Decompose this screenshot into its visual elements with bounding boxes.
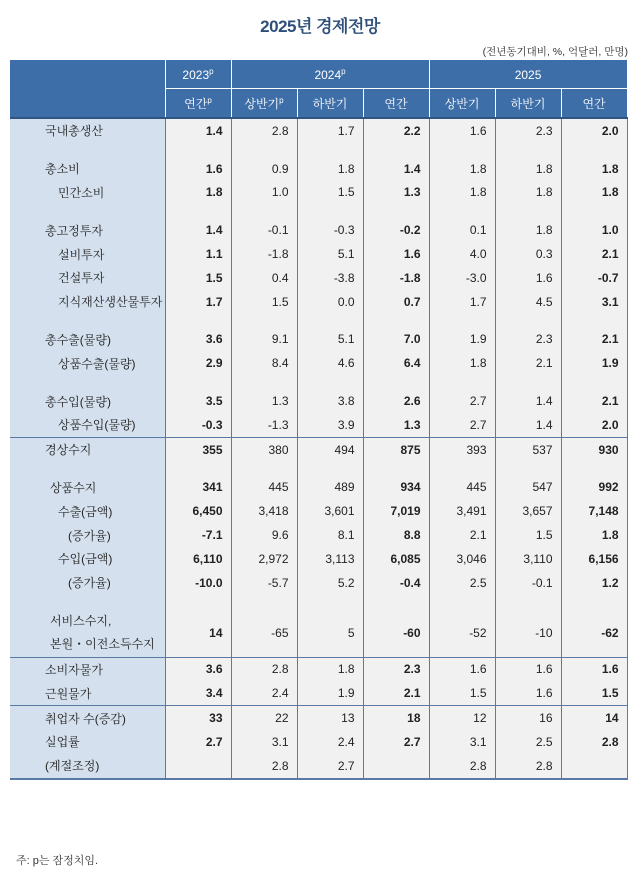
value-cell: 547 — [495, 476, 561, 500]
table-row — [10, 157, 627, 181]
value-cell — [165, 754, 231, 779]
value-cell: 3,113 — [297, 547, 363, 571]
row-label: (증가율) — [10, 523, 165, 547]
value-cell: 2.7 — [429, 389, 495, 413]
value-cell: 2.1 — [495, 351, 561, 375]
value-cell: -1.8 — [231, 242, 297, 266]
value-cell: 1.8 — [429, 181, 495, 205]
header-year-2024: 2024$^p$ — [231, 60, 429, 89]
value-cell: 1.3 — [231, 389, 297, 413]
value-cell: 355 — [165, 437, 231, 461]
row-label: (계절조정) — [10, 754, 165, 779]
value-cell: 0.0 — [297, 290, 363, 314]
value-cell: 1.6 — [561, 657, 627, 681]
value-cell: 1.5 — [297, 181, 363, 205]
value-cell: 1.7 — [297, 118, 363, 143]
table-row — [10, 351, 627, 375]
table-row — [10, 389, 627, 413]
value-cell: 3,601 — [297, 499, 363, 523]
value-cell: 1.9 — [561, 351, 627, 375]
value-cell: -0.2 — [363, 218, 429, 242]
table-row — [10, 681, 627, 705]
value-cell: 2.7 — [297, 754, 363, 779]
value-cell: 1.5 — [495, 523, 561, 547]
value-cell: -60 — [363, 609, 429, 658]
value-cell: 2.0 — [561, 413, 627, 437]
value-cell: 33 — [165, 706, 231, 730]
value-cell: 18 — [363, 706, 429, 730]
spacer-row — [10, 314, 627, 328]
value-cell: 2.5 — [429, 571, 495, 595]
value-cell: 1.4 — [495, 389, 561, 413]
row-label: 건설투자 — [10, 266, 165, 290]
row-label-line1: 서비스수지, — [50, 613, 112, 628]
value-cell: 7,148 — [561, 499, 627, 523]
header-period: 연간$^p$ — [165, 89, 231, 119]
table-row — [10, 181, 627, 205]
value-cell: 1.1 — [165, 242, 231, 266]
value-cell: 1.8 — [297, 657, 363, 681]
value-cell: 1.5 — [231, 290, 297, 314]
value-cell: 2.8 — [231, 657, 297, 681]
value-cell: 1.6 — [429, 657, 495, 681]
value-cell: 489 — [297, 476, 363, 500]
value-cell: -0.1 — [231, 218, 297, 242]
value-cell: 3.6 — [165, 657, 231, 681]
value-cell: 2.9 — [165, 351, 231, 375]
value-cell: 2.4 — [297, 730, 363, 754]
value-cell: 445 — [231, 476, 297, 500]
header-period: 상반기$^p$ — [231, 89, 297, 119]
value-cell: 1.6 — [165, 157, 231, 181]
value-cell: 494 — [297, 437, 363, 461]
value-cell: 5.2 — [297, 571, 363, 595]
economic-outlook-table — [10, 60, 628, 780]
value-cell: 3.8 — [297, 389, 363, 413]
value-cell: 2.3 — [495, 328, 561, 352]
value-cell: 1.9 — [429, 328, 495, 352]
value-cell: 3,046 — [429, 547, 495, 571]
value-cell: 0.4 — [231, 266, 297, 290]
value-cell: 1.8 — [429, 351, 495, 375]
value-cell: -65 — [231, 609, 297, 658]
row-label: 설비투자 — [10, 242, 165, 266]
value-cell: -5.7 — [231, 571, 297, 595]
value-cell: 4.5 — [495, 290, 561, 314]
value-cell: -62 — [561, 609, 627, 658]
value-cell: 3.1 — [561, 290, 627, 314]
value-cell: 1.8 — [297, 157, 363, 181]
value-cell: 2.5 — [495, 730, 561, 754]
value-cell: 2.4 — [231, 681, 297, 705]
row-label: 국내총생산 — [10, 118, 165, 143]
value-cell: 1.4 — [495, 413, 561, 437]
table-row — [10, 328, 627, 352]
value-cell: 445 — [429, 476, 495, 500]
value-cell: 6,156 — [561, 547, 627, 571]
value-cell: 2.8 — [231, 118, 297, 143]
spacer-row — [10, 595, 627, 609]
value-cell: 5.1 — [297, 242, 363, 266]
table-row — [10, 437, 627, 461]
value-cell: 992 — [561, 476, 627, 500]
table-row — [10, 413, 627, 437]
value-cell: 2.7 — [165, 730, 231, 754]
value-cell: 2.6 — [363, 389, 429, 413]
header-year-2023: 2023$^p$ — [165, 60, 231, 89]
value-cell: 1.8 — [165, 181, 231, 205]
value-cell: 1.8 — [429, 157, 495, 181]
value-cell: 1.4 — [165, 118, 231, 143]
value-cell: 6,450 — [165, 499, 231, 523]
value-cell: 1.8 — [495, 157, 561, 181]
value-cell: 341 — [165, 476, 231, 500]
value-cell: 0.3 — [495, 242, 561, 266]
value-cell: 1.7 — [165, 290, 231, 314]
value-cell: 2.8 — [495, 754, 561, 779]
value-cell: -10 — [495, 609, 561, 658]
spacer-row — [10, 204, 627, 218]
row-label: 상품수입(물량) — [10, 413, 165, 437]
value-cell: 8.8 — [363, 523, 429, 547]
value-cell: 3,418 — [231, 499, 297, 523]
value-cell: 1.5 — [165, 266, 231, 290]
value-cell: -0.3 — [297, 218, 363, 242]
value-cell: 2.8 — [561, 730, 627, 754]
table-row — [10, 730, 627, 754]
value-cell: 9.1 — [231, 328, 297, 352]
value-cell: 3.1 — [429, 730, 495, 754]
table-row — [10, 609, 627, 658]
value-cell: 3.9 — [297, 413, 363, 437]
value-cell: 0.9 — [231, 157, 297, 181]
row-label: 경상수지 — [10, 437, 165, 461]
row-label: 총소비 — [10, 157, 165, 181]
value-cell: 4.6 — [297, 351, 363, 375]
value-cell: 1.8 — [561, 523, 627, 547]
value-cell: -1.8 — [363, 266, 429, 290]
table-row — [10, 266, 627, 290]
table-row — [10, 754, 627, 779]
page-title: 2025년 경제전망 — [260, 17, 380, 36]
value-cell: 2.3 — [363, 657, 429, 681]
value-cell: 1.7 — [429, 290, 495, 314]
value-cell: 6.4 — [363, 351, 429, 375]
row-label: 민간소비 — [10, 181, 165, 205]
value-cell: -0.7 — [561, 266, 627, 290]
value-cell: 2.3 — [495, 118, 561, 143]
table-row — [10, 290, 627, 314]
value-cell: 393 — [429, 437, 495, 461]
table-row — [10, 523, 627, 547]
value-cell: 875 — [363, 437, 429, 461]
row-label: 상품수지 — [10, 476, 165, 500]
value-cell: -52 — [429, 609, 495, 658]
header-period: 하반기 — [495, 89, 561, 119]
row-label — [10, 609, 165, 658]
table-row — [10, 242, 627, 266]
value-cell: 930 — [561, 437, 627, 461]
header-period: 연간 — [561, 89, 627, 119]
value-cell: 380 — [231, 437, 297, 461]
table-row — [10, 118, 627, 143]
value-cell: 0.1 — [429, 218, 495, 242]
value-cell: 2.8 — [231, 754, 297, 779]
value-cell: 1.6 — [495, 266, 561, 290]
value-cell: 7,019 — [363, 499, 429, 523]
value-cell: 3.1 — [231, 730, 297, 754]
value-cell: 2.1 — [429, 523, 495, 547]
value-cell: 7.0 — [363, 328, 429, 352]
value-cell: 6,110 — [165, 547, 231, 571]
value-cell: 1.3 — [363, 181, 429, 205]
row-label: 근원물가 — [10, 681, 165, 705]
value-cell: 22 — [231, 706, 297, 730]
value-cell: 0.7 — [363, 290, 429, 314]
header-period: 하반기 — [297, 89, 363, 119]
value-cell: -0.4 — [363, 571, 429, 595]
value-cell: 8.4 — [231, 351, 297, 375]
value-cell: 1.6 — [363, 242, 429, 266]
table-row — [10, 657, 627, 681]
value-cell: 1.8 — [561, 181, 627, 205]
value-cell: 1.6 — [495, 657, 561, 681]
value-cell: 3.5 — [165, 389, 231, 413]
value-cell: 1.0 — [561, 218, 627, 242]
value-cell: 2.1 — [561, 389, 627, 413]
value-cell: -7.1 — [165, 523, 231, 547]
value-cell: 2.1 — [363, 681, 429, 705]
value-cell: 2.7 — [363, 730, 429, 754]
row-label: 취업자 수(증감) — [10, 706, 165, 730]
value-cell: 1.8 — [561, 157, 627, 181]
table-row — [10, 571, 627, 595]
value-cell: 3,110 — [495, 547, 561, 571]
value-cell: 2.7 — [429, 413, 495, 437]
row-label: 소비자물가 — [10, 657, 165, 681]
row-label: 총고정투자 — [10, 218, 165, 242]
value-cell: 1.8 — [495, 181, 561, 205]
table-row — [10, 218, 627, 242]
value-cell: -3.8 — [297, 266, 363, 290]
value-cell: 2.1 — [561, 242, 627, 266]
value-cell: 3,657 — [495, 499, 561, 523]
value-cell: 6,085 — [363, 547, 429, 571]
value-cell: 1.6 — [429, 118, 495, 143]
value-cell: 1.4 — [363, 157, 429, 181]
row-label: 총수출(물량) — [10, 328, 165, 352]
value-cell: 4.0 — [429, 242, 495, 266]
value-cell: 2.2 — [363, 118, 429, 143]
row-label: 총수입(물량) — [10, 389, 165, 413]
value-cell: 934 — [363, 476, 429, 500]
value-cell: 1.6 — [495, 681, 561, 705]
table-row — [10, 499, 627, 523]
header-year-2025: 2025 — [429, 60, 627, 89]
value-cell: 1.3 — [363, 413, 429, 437]
value-cell — [363, 754, 429, 779]
value-cell: 2.1 — [561, 328, 627, 352]
value-cell: 1.0 — [231, 181, 297, 205]
value-cell: 2,972 — [231, 547, 297, 571]
spacer-row — [10, 462, 627, 476]
value-cell: 3.4 — [165, 681, 231, 705]
header-row-years — [10, 60, 627, 89]
header-period: 상반기 — [429, 89, 495, 119]
value-cell: 8.1 — [297, 523, 363, 547]
spacer-row — [10, 143, 627, 157]
value-cell: 14 — [561, 706, 627, 730]
value-cell: 3,491 — [429, 499, 495, 523]
value-cell: -0.1 — [495, 571, 561, 595]
value-cell: 2.8 — [429, 754, 495, 779]
value-cell: -3.0 — [429, 266, 495, 290]
row-label: 수입(금액) — [10, 547, 165, 571]
value-cell: 1.9 — [297, 681, 363, 705]
table-row — [10, 476, 627, 500]
footnote: 주: p는 잠정치임. — [16, 855, 99, 867]
row-label: 상품수출(물량) — [10, 351, 165, 375]
value-cell: 16 — [495, 706, 561, 730]
value-cell: 5 — [297, 609, 363, 658]
value-cell: 2.0 — [561, 118, 627, 143]
row-label: 수출(금액) — [10, 499, 165, 523]
value-cell: 1.5 — [561, 681, 627, 705]
row-label: 실업률 — [10, 730, 165, 754]
value-cell: 13 — [297, 706, 363, 730]
value-cell: 3.6 — [165, 328, 231, 352]
row-label: (증가율) — [10, 571, 165, 595]
table-row — [10, 706, 627, 730]
row-label: 지식재산생산물투자 — [10, 290, 165, 314]
value-cell: -10.0 — [165, 571, 231, 595]
header-period: 연간 — [363, 89, 429, 119]
unit-note: (전년동기대비, %, 억달러, 만명) — [482, 46, 628, 58]
value-cell: 9.6 — [231, 523, 297, 547]
value-cell: -1.3 — [231, 413, 297, 437]
value-cell: 5.1 — [297, 328, 363, 352]
value-cell: 537 — [495, 437, 561, 461]
header-corner — [10, 60, 165, 118]
table-row — [10, 547, 627, 571]
value-cell: 12 — [429, 706, 495, 730]
value-cell: 1.4 — [165, 218, 231, 242]
row-label-line2: 본원・이전소득수지 — [50, 636, 155, 651]
value-cell: -0.3 — [165, 413, 231, 437]
value-cell: 1.2 — [561, 571, 627, 595]
value-cell — [561, 754, 627, 779]
spacer-row — [10, 375, 627, 389]
value-cell: 1.5 — [429, 681, 495, 705]
value-cell: 1.8 — [495, 218, 561, 242]
value-cell: 14 — [165, 609, 231, 658]
